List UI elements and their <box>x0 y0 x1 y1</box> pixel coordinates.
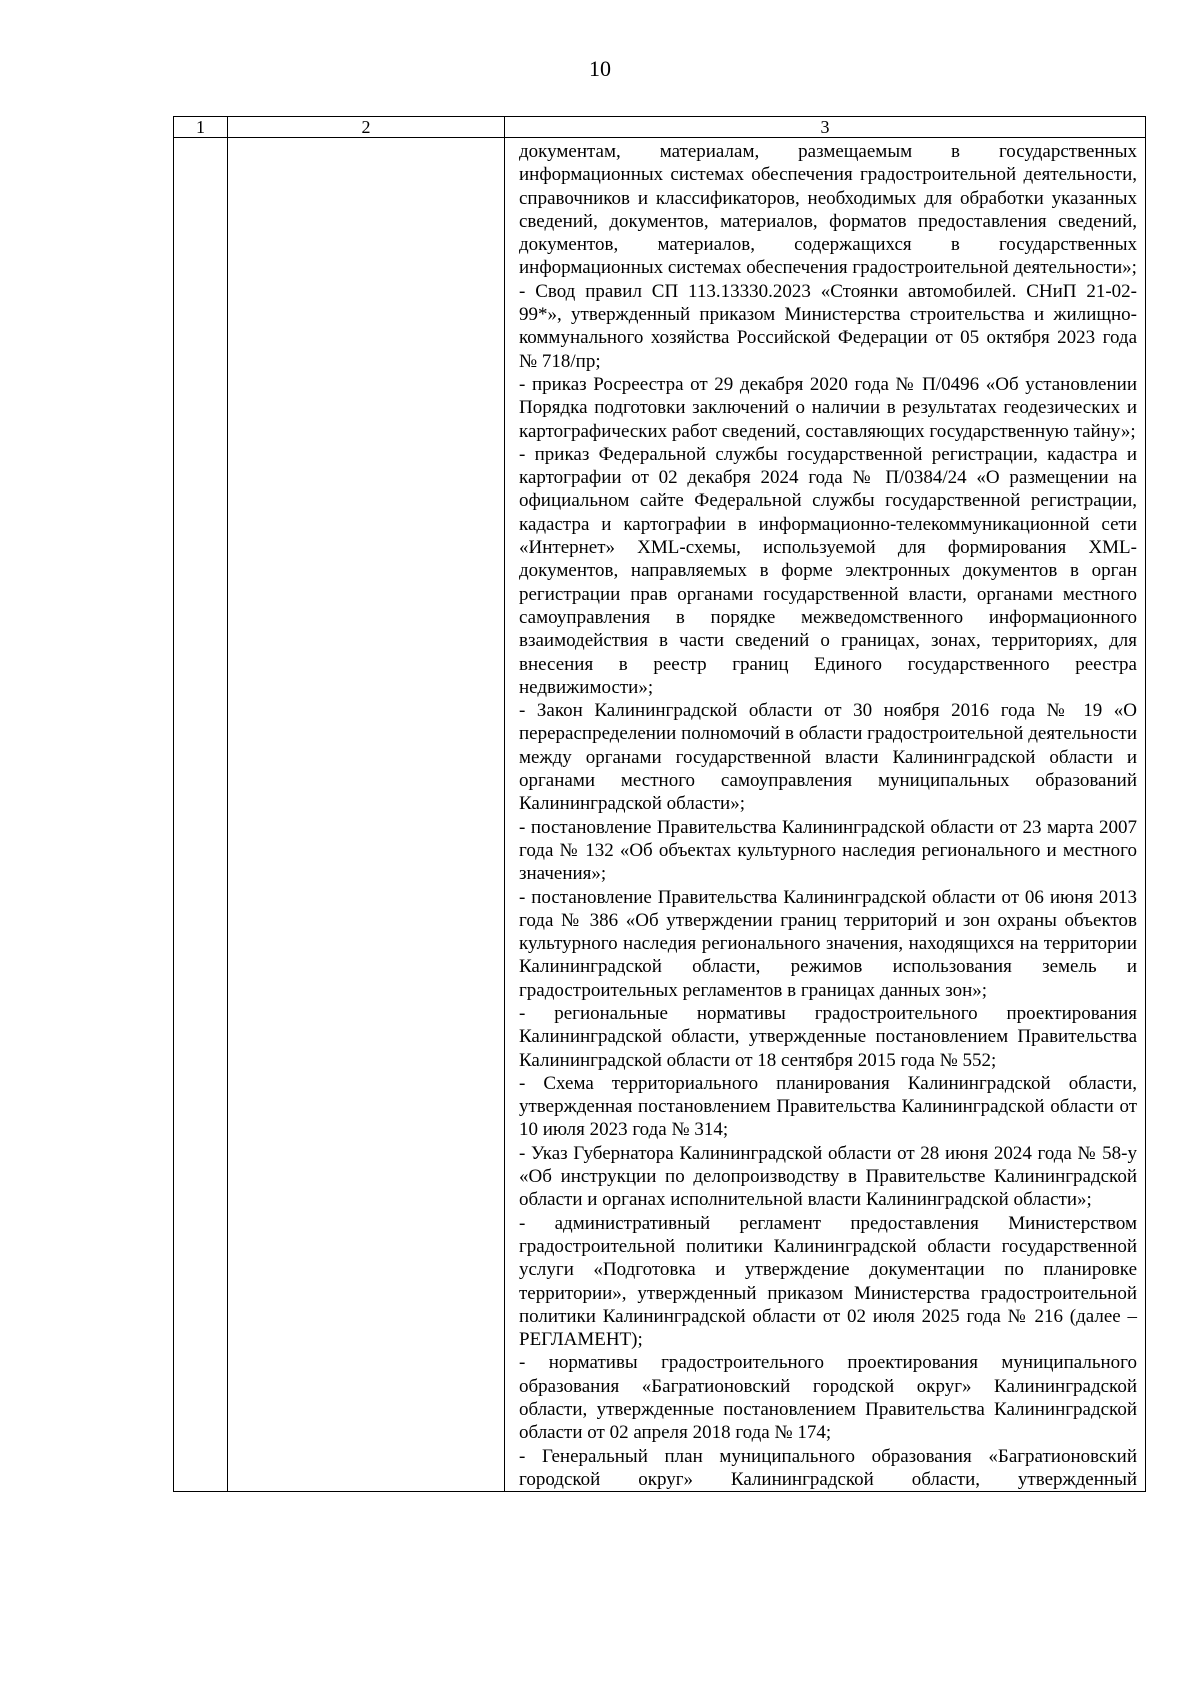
cell-column-2 <box>228 138 505 1492</box>
legal-references-list <box>505 138 1145 1491</box>
list-item: - Свод правил СП 113.13330.2023 «Стоянки автомобилей. СНиП 21-02-99*», утвержденный приказом Министерства строительства и жилищно-коммунального хозяйства Российской Федерации от 05 октября 2023 года № 718/пр; <box>519 280 1137 372</box>
list-item: - приказ Федеральной службы государственной регистрации, кадастра и картографии от 02 декабря 2024 года № П/0384/24 «О размещении на официальном сайте Федеральной службы государственной регистрации, кадастра и картографии в информационно-телекоммуникационной сети «Интернет» XML-схемы, используемой для формирования XML-документов, направляемых в форме электронных документов в орган регистрации прав органами государственной власти, органами местного самоуправления в порядке межведомственного информационного взаимодействия в части сведений о границах, зонах, территориях, для внесения в реестр границ Единого государственного реестра недвижимости»; <box>519 443 1137 698</box>
table-row <box>174 138 1146 1492</box>
column-header-2: 2 <box>228 117 505 138</box>
list-item: - Генеральный план муниципального образования «Багратионовский городской округ» Калининградской области, утвержденный <box>519 1445 1137 1490</box>
list-item: - постановление Правительства Калининградской области от 06 июня 2013 года № 386 «Об утверждении границ территорий и зон охраны объектов культурного наследия регионального значения, находящихся на территории Калининградской области, режимов использования земель и градостроительных регламентов в границах данных зон»; <box>519 886 1137 1001</box>
list-item: документам, материалам, размещаемым в государственных информационных системах обеспечения градостроительной деятельности, справочников и классификаторов, необходимых для обработки указанных сведений, документов, материалов, форматов предоставления сведений, документов, материалов, содержащихся в государственных информационных системах обеспечения градостроительной деятельности»; <box>519 141 1137 279</box>
list-item: - региональные нормативы градостроительного проектирования Калининградской области, утвержденные постановлением Правительства Калининградской области от 18 сентября 2015 года № 552; <box>519 1002 1137 1071</box>
list-item: - Указ Губернатора Калининградской области от 28 июня 2024 года № 58-у «Об инструкции по делопроизводству в Правительстве Калининградской области и органах исполнительной власти Калининградской области»; <box>519 1142 1137 1211</box>
column-header-3: 3 <box>505 117 1146 138</box>
cell-column-3 <box>505 138 1146 1492</box>
list-item: - постановление Правительства Калининградской области от 23 марта 2007 года № 132 «Об объектах культурного наследия регионального и местного значения»; <box>519 816 1137 885</box>
cell-column-1 <box>174 138 228 1492</box>
table-header-row <box>174 117 1146 138</box>
list-item: - Закон Калининградской области от 30 ноября 2016 года № 19 «О перераспределении полномочий в области градостроительной деятельности между органами государственной власти Калининградской области и органами местного самоуправления муниципальных образований Калининградской области»; <box>519 700 1137 815</box>
column-header-1: 1 <box>174 117 228 138</box>
list-item: - приказ Росреестра от 29 декабря 2020 года № П/0496 «Об установлении Порядка подготовки заключений о наличии в результатах геодезических и картографических работ сведений, составляющих государственную тайну»; <box>519 373 1137 442</box>
requirements-table <box>173 116 1146 1492</box>
list-item: - нормативы градостроительного проектирования муниципального образования «Багратионовский городской округ» Калининградской области, утвержденные постановлением Правительства Калининградской области от 02 апреля 2018 года № 174; <box>519 1352 1137 1444</box>
list-item: - административный регламент предоставления Министерством градостроительной политики Калининградской области государственной услуги «Подготовка и утверждение документации по планировке территории», утвержденный приказом Министерства градостроительной политики Калининградской области от 02 июля 2025 года № 216 (далее – РЕГЛАМЕНТ); <box>519 1212 1137 1351</box>
list-item: - Схема территориального планирования Калининградской области, утвержденная постановлением Правительства Калининградской области от 10 июля 2023 года № 314; <box>519 1072 1137 1141</box>
page-number: 10 <box>589 56 611 81</box>
